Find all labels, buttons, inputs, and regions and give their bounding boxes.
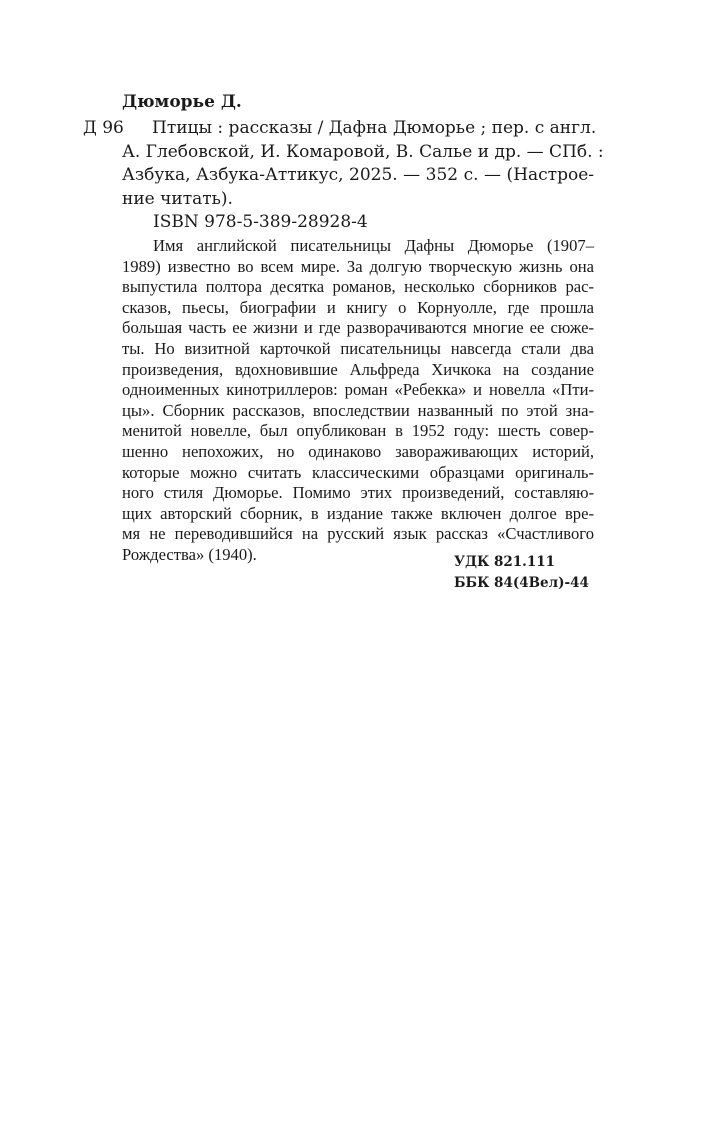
annotation-line: ного стиля Дюморье. Помимо этих произведений, составляю-	[122, 483, 594, 503]
shelf-code: Д 96	[83, 118, 124, 138]
annotation-line: мя не переводившийся на русский язык рассказ «Счастливого	[122, 524, 594, 544]
annotation-line: шенно непохожих, но одинаково завораживающих историй,	[122, 441, 594, 461]
annotation-line: 1989) известно во всем мире. За долгую творческую жизнь она	[122, 256, 594, 276]
udk-code: УДК 821.111	[454, 554, 555, 570]
isbn: ISBN 978-5-389-28928-4	[153, 212, 368, 232]
annotation-line: менитой новелле, был опубликован в 1952 году: шесть совер-	[122, 421, 594, 441]
annotation-line: одноименных кинотриллеров: роман «Ребекка» и новелла «Пти-	[122, 380, 594, 400]
biblio-line: Птицы : рассказы / Дафна Дюморье ; пер. с англ.	[152, 118, 597, 138]
biblio-line: А. Глебовской, И. Комаровой, В. Салье и др. — СПб. :	[122, 141, 604, 162]
biblio-line: ние читать).	[122, 188, 233, 209]
biblio-line: Азбука, Азбука-Аттикус, 2025. — 352 с. — (Настрое-	[122, 165, 594, 186]
annotation-line: произведения, вдохновившие Альфреда Хичкока на создание	[122, 359, 594, 379]
annotation-line: сказов, пьесы, биографии и книгу о Корнуолле, где прошла	[122, 297, 594, 317]
classification-codes	[454, 552, 594, 593]
annotation-line: Имя английской писательницы Дафны Дюморье (1907–	[153, 236, 594, 255]
annotation-line: большая часть ее жизни и где разворачиваются многие ее сюже-	[122, 318, 594, 338]
bibliographic-description	[122, 117, 604, 211]
annotation-line: Рождества» (1940).	[122, 544, 257, 564]
annotation	[122, 236, 594, 566]
annotation-line: выпустила полтора десятка романов, несколько сборников рас-	[122, 277, 594, 297]
annotation-line: щих авторский сборник, в издание также включен долгое вре-	[122, 503, 594, 523]
annotation-line: цы». Сборник рассказов, впоследствии названный по этой зна-	[122, 400, 594, 420]
bbk-code: ББК 84(4Вел)-44	[454, 574, 589, 591]
annotation-line: которые можно считать классическими образцами оригиналь-	[122, 462, 594, 482]
author-heading: Дюморье Д.	[122, 92, 242, 112]
annotation-line: ты. Но визитной карточкой писательницы навсегда стали два	[122, 338, 594, 358]
